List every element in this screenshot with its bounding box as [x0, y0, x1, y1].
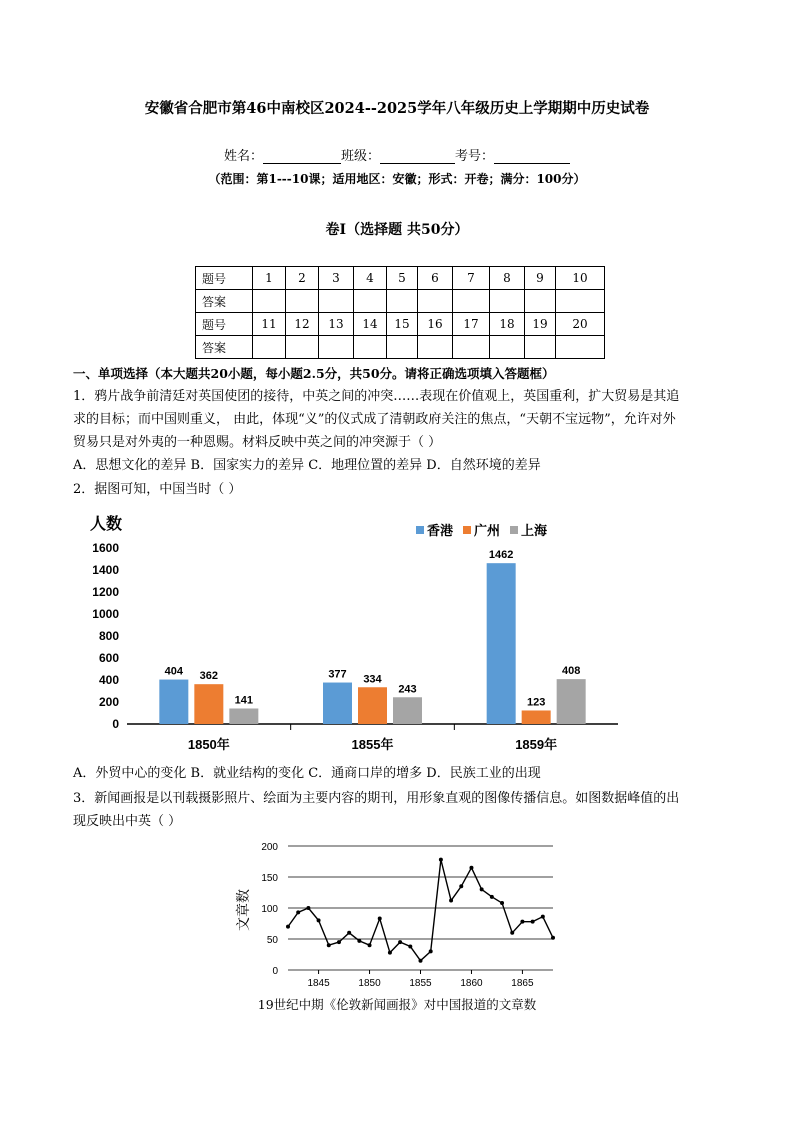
y-tick-label: 150	[261, 873, 278, 884]
question-2-options: A．外贸中心的变化 B．就业结构的变化 C．通商口岸的增多 D．民族工业的出现	[73, 766, 541, 781]
part1-heading: 一、单项选择（本大题共20小题，每小题2.5分，共50分。请将正确选项填入答题框）	[73, 366, 555, 381]
data-point	[388, 951, 392, 955]
data-point	[296, 910, 300, 914]
bar	[522, 710, 551, 724]
answer-cell[interactable]	[253, 290, 286, 313]
answer-cell[interactable]	[418, 290, 453, 313]
legend-label: 广州	[474, 523, 501, 538]
chart-caption: 19世纪中期《伦敦新闻画报》对中国报道的文章数	[257, 997, 537, 1012]
data-label: 123	[526, 696, 546, 709]
question-number-cell: 19	[525, 313, 556, 336]
answer-cell[interactable]	[556, 336, 605, 359]
legend-label: 上海	[521, 523, 548, 538]
question-number-cell: 6	[418, 267, 453, 290]
y-tick-label: 600	[98, 651, 119, 665]
question-number-cell: 16	[418, 313, 453, 336]
question-number-cell: 15	[387, 313, 418, 336]
answer-cell[interactable]	[319, 290, 354, 313]
legend-swatch	[463, 526, 471, 534]
class-label: 班级：	[340, 149, 380, 164]
question-number-cell: 2	[286, 267, 319, 290]
data-point	[378, 917, 382, 921]
question-number-cell: 18	[490, 313, 525, 336]
answer-cell[interactable]	[319, 336, 354, 359]
answer-cell[interactable]	[354, 336, 387, 359]
question-1-line: 求的目标；而中国则重义， 由此，体现“义”的仪式成了清朝政府关注的焦点，“天朝不宝远物”，允许对外	[73, 412, 676, 427]
y-tick-label: 1400	[92, 563, 119, 577]
data-point	[286, 925, 290, 929]
question-number-cell: 4	[354, 267, 387, 290]
y-tick-label: 1000	[92, 607, 119, 621]
row-label: 题号	[196, 313, 253, 336]
data-point	[531, 920, 535, 924]
data-point	[429, 949, 433, 953]
x-tick-label: 1855	[409, 978, 432, 989]
exam-no-blank[interactable]	[494, 149, 570, 164]
y-tick-label: 200	[98, 695, 119, 709]
question-3-line: 现反映出中英（ ）	[73, 814, 182, 829]
legend-swatch	[416, 526, 424, 534]
line-chart-article-count	[230, 835, 570, 995]
answer-cell[interactable]	[253, 336, 286, 359]
table-row	[196, 336, 605, 359]
x-tick-label: 1850	[358, 978, 381, 989]
bar	[393, 697, 422, 724]
answer-cell[interactable]	[286, 290, 319, 313]
answer-cell[interactable]	[556, 290, 605, 313]
answer-cell[interactable]	[490, 290, 525, 313]
question-number-cell: 10	[556, 267, 605, 290]
answer-cell[interactable]	[453, 336, 490, 359]
y-axis-label: 人数	[90, 516, 123, 533]
question-1	[73, 385, 723, 477]
row-label: 答案	[196, 290, 253, 313]
question-1-line: 1．鸦片战争前清廷对英国使团的接待，中英之间的冲突……表现在价值观上，英国重利，扩大贸易是其追	[73, 389, 680, 404]
x-tick-label: 1845	[307, 978, 330, 989]
data-point	[398, 940, 402, 944]
question-number-cell: 8	[490, 267, 525, 290]
data-label: 334	[363, 673, 382, 686]
x-tick-label: 1860	[460, 978, 483, 989]
bar	[194, 684, 223, 724]
data-label: 243	[398, 683, 417, 696]
table-row	[196, 267, 605, 290]
question-number-cell: 9	[525, 267, 556, 290]
question-1-line: 贸易只是对外夷的一种恩赐。材料反映中英之间的冲突源于（ ）	[73, 435, 442, 450]
row-label: 题号	[196, 267, 253, 290]
y-tick-label: 1600	[92, 541, 119, 555]
question-number-cell: 13	[319, 313, 354, 336]
bar	[487, 563, 516, 724]
answer-table	[195, 266, 605, 359]
table-row	[196, 290, 605, 313]
data-point	[408, 944, 412, 948]
y-tick-label: 200	[261, 842, 278, 853]
question-3	[73, 787, 723, 833]
x-tick-label: 1855年	[351, 737, 394, 752]
legend-swatch	[510, 526, 518, 534]
y-tick-label: 400	[98, 673, 119, 687]
data-label: 377	[328, 668, 347, 681]
question-1-options: A．思想文化的差异 B．国家实力的差异 C．地理位置的差异 D．自然环境的差异	[73, 458, 541, 473]
question-number-cell: 20	[556, 313, 605, 336]
legend-label: 香港	[427, 523, 454, 538]
bar	[358, 687, 387, 724]
data-point	[419, 959, 423, 963]
y-axis-label: 文章数	[236, 889, 252, 931]
x-tick-label: 1865	[511, 978, 534, 989]
answer-cell[interactable]	[490, 336, 525, 359]
y-tick-label: 100	[261, 904, 278, 915]
row-label: 答案	[196, 336, 253, 359]
data-point	[551, 936, 555, 940]
name-blank[interactable]	[263, 149, 341, 164]
question-3-line: 3．新闻画报是以刊载摄影照片、绘面为主要内容的期刊，用形象直观的图像传播信息。如图数据峰值的出	[73, 791, 680, 806]
y-tick-label: 800	[98, 629, 119, 643]
question-number-cell: 7	[453, 267, 490, 290]
table-row	[196, 313, 605, 336]
y-tick-label: 0	[272, 966, 278, 977]
data-label: 404	[164, 665, 184, 678]
data-point	[490, 895, 494, 899]
data-point	[520, 920, 524, 924]
answer-cell[interactable]	[387, 336, 418, 359]
data-point	[306, 906, 310, 910]
data-label: 408	[561, 665, 581, 678]
bar-chart-port-population	[73, 505, 633, 760]
data-point	[510, 931, 514, 935]
question-number-cell: 17	[453, 313, 490, 336]
data-point	[327, 943, 331, 947]
bar	[159, 680, 188, 724]
answer-cell[interactable]	[525, 290, 556, 313]
question-2-stem: 2．据图可知，中国当时（ ）	[73, 482, 242, 497]
answer-cell[interactable]	[453, 290, 490, 313]
question-number-cell: 12	[286, 313, 319, 336]
class-blank[interactable]	[380, 149, 455, 164]
answer-cell[interactable]	[354, 290, 387, 313]
data-point	[480, 887, 484, 891]
data-label: 1462	[488, 549, 514, 562]
y-tick-label: 0	[112, 717, 119, 731]
question-number-cell: 1	[253, 267, 286, 290]
answer-cell[interactable]	[525, 336, 556, 359]
y-tick-label: 50	[266, 935, 278, 946]
exam-title: 安徽省合肥市第46中南校区2024--2025学年八年级历史上学期期中历史试卷	[144, 100, 650, 117]
student-info-line	[0, 145, 794, 164]
answer-cell[interactable]	[387, 290, 418, 313]
data-label: 141	[234, 694, 254, 707]
x-tick-label: 1859年	[515, 737, 558, 752]
data-point	[541, 915, 545, 919]
question-number-cell: 11	[253, 313, 286, 336]
data-point	[439, 858, 443, 862]
section-title: 卷Ⅰ（选择题 共50分）	[325, 222, 469, 238]
data-point	[317, 918, 321, 922]
data-point	[449, 899, 453, 903]
data-point	[347, 931, 351, 935]
answer-cell[interactable]	[418, 336, 453, 359]
data-point	[337, 940, 341, 944]
name-label: 姓名：	[223, 149, 263, 164]
bar	[229, 708, 258, 724]
bar	[323, 683, 352, 724]
data-point	[459, 884, 463, 888]
exam-scope: （范围：第1---10课；适用地区：安徽；形式：开卷；满分：100分）	[208, 172, 586, 186]
answer-cell[interactable]	[286, 336, 319, 359]
question-number-cell: 5	[387, 267, 418, 290]
data-point	[469, 866, 473, 870]
question-number-cell: 3	[319, 267, 354, 290]
x-tick-label: 1850年	[187, 737, 230, 752]
data-point	[357, 939, 361, 943]
data-label: 362	[199, 670, 219, 683]
y-tick-label: 1200	[92, 585, 119, 599]
data-point	[500, 901, 504, 905]
bar	[557, 679, 586, 724]
question-number-cell: 14	[354, 313, 387, 336]
exam-no-label: 考号：	[455, 149, 495, 164]
data-point	[368, 943, 372, 947]
